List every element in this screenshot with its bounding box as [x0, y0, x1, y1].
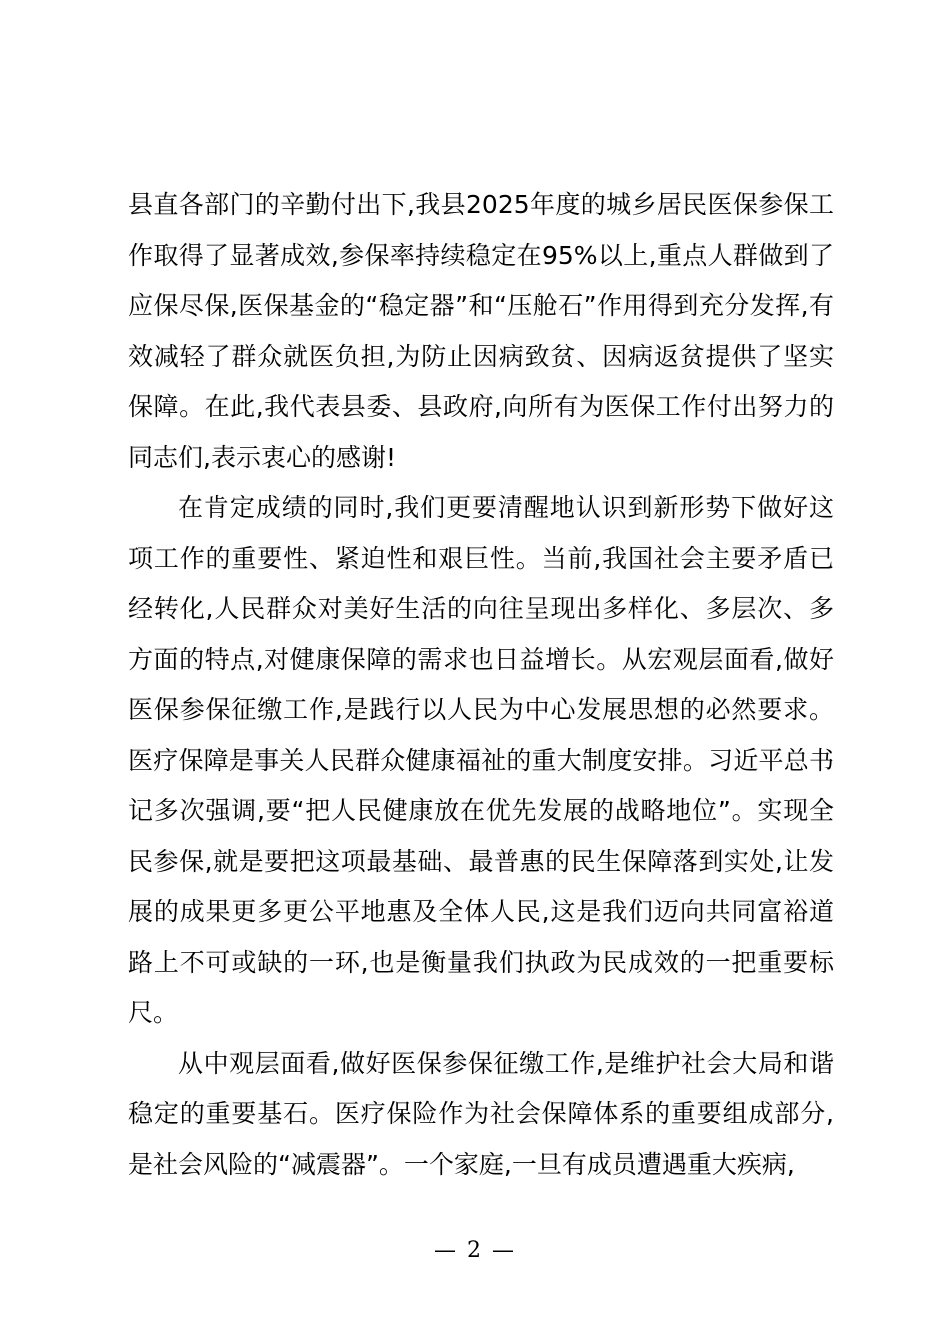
paragraph-2: 在肯定成绩的同时,我们更要清醒地认识到新形势下做好这项工作的重要性、紧迫性和艰巨性。当前,我国社会主要矛盾已经转化,人民群众对美好生活的向往呈现出多样化、多层次、多方面的特点,对健康保障的需求也日益增长。从宏观层面看,做好医保参保征缴工作,是践行以人民为中心发展思想的必然要求。医疗保障是事关人民群众健康福祉的重大制度安排。习近平总书记多次强调,要“把人民健康放在优先发展的战略地位”。实现全民参保,就是要把这项最基础、最普惠的民生保障落到实处,让发展的成果更多更公平地惠及全体人民,这是我们迈向共同富裕道路上不可或缺的一环,也是衡量我们执政为民成效的一把重要标尺。 [128, 493, 834, 1027]
page-number: — 2 — [434, 1238, 516, 1263]
paragraph-1: 县直各部门的辛勤付出下,我县2025年度的城乡居民医保参保工作取得了显著成效,参保率持续稳定在95%以上,重点人群做到了应保尽保,医保基金的“稳定器”和“压舱石”作用得到充分发挥,有效减轻了群众就医负担,为防止因病致贫、因病返贫提供了坚实保障。在此,我代表县委、县政府,向所有为医保工作付出努力的同志们,表示衷心的感谢! [128, 190, 834, 472]
body-text [128, 180, 834, 1190]
paragraph-3: 从中观层面看,做好医保参保征缴工作,是维护社会大局和谐稳定的重要基石。医疗保险作为社会保障体系的重要组成部分,是社会风险的“减震器”。一个家庭,一旦有成员遭遇重大疾病, [128, 1048, 834, 1179]
